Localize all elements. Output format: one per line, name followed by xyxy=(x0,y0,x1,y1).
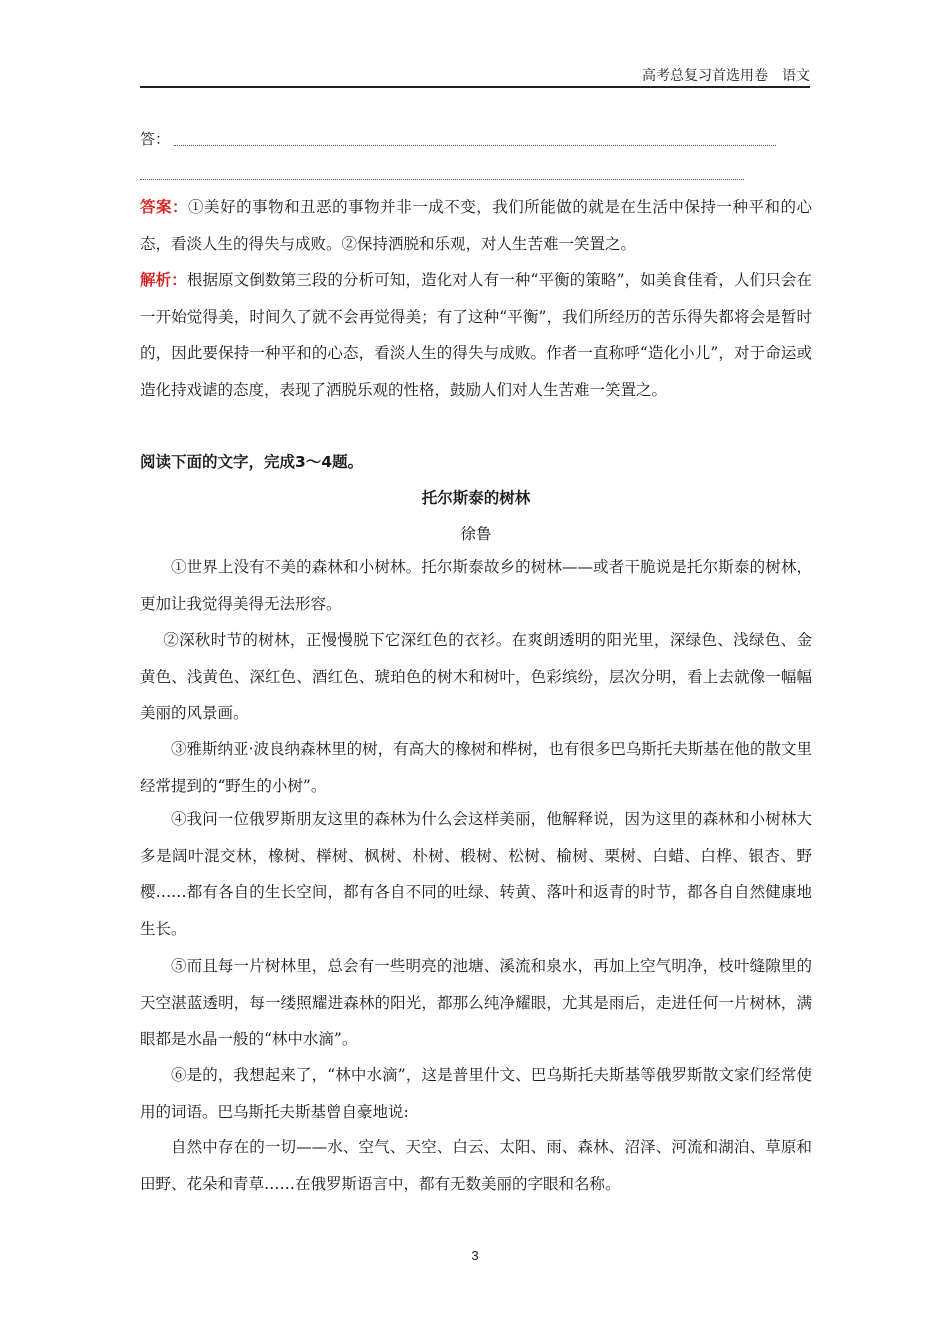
article-paragraph-1: ①世界上没有不美的森林和小树林。托尔斯泰故乡的树林——或者干脆说是托尔斯泰的树林，更加让我觉得美得无法形容。 xyxy=(140,558,812,613)
analysis-text: 根据原文倒数第三段的分析可知，造化对人有一种“平衡的策略”，如美食佳肴，人们只会在一开始觉得美，时间久了就不会再觉得美；有了这种“平衡”，我们所经历的苦乐得失都将会是暂时的，因此要保持一种平和的心态，看淡人生的得失与成败。作者一直称呼“造化小儿”，对于命运或造化持戏谑的态度，表现了洒脱乐观的性格，鼓励人们对人生苦难一笑置之。 xyxy=(140,271,812,399)
article-paragraph-3: ③雅斯纳亚·波良纳森林里的树，有高大的橡树和桦树，也有很多巴乌斯托夫斯基在他的散文里经常提到的“野生的小树”。 xyxy=(140,740,812,795)
article-paragraph-2: ②深秋时节的树林，正慢慢脱下它深红色的衣衫。在爽朗透明的阳光里，深绿色、浅绿色、金黄色、浅黄色、深红色、酒红色、琥珀色的树木和树叶，色彩缤纷，层次分明，看上去就像一幅幅美丽的风景画。 xyxy=(140,631,812,722)
article-author: 徐鲁 xyxy=(460,525,492,543)
page-header xyxy=(140,66,810,88)
analysis-paragraph xyxy=(140,262,812,408)
answer-label: 答案： xyxy=(140,198,189,216)
answer-line-1 xyxy=(174,145,776,146)
article-quote: 自然中存在的一切——水、空气、天空、白云、太阳、雨、森林、沼泽、河流和湖泊、草原和田野、花朵和青草……在俄罗斯语言中，都有无数美丽的字眼和名称。 xyxy=(140,1138,812,1193)
article-paragraph-5: ⑤而且每一片树林里，总会有一些明亮的池塘、溪流和泉水，再加上空气明净，枝叶缝隙里的天空湛蓝透明，每一缕照耀进森林的阳光，都那么纯净耀眼，尤其是雨后，走进任何一片树林，满眼都是水晶一般的“林中水滴”。 xyxy=(140,957,812,1048)
answer-line-2 xyxy=(140,179,744,180)
article-title: 托尔斯泰的树林 xyxy=(421,489,531,507)
header-text: 高考总复习首选用卷 语文 xyxy=(642,68,810,84)
answer-text: ①美好的事物和丑恶的事物并非一成不变，我们所能做的就是在生活中保持一种平和的心态，看淡人生的得失与成败。②保持洒脱和乐观，对人生苦难一笑置之。 xyxy=(140,198,812,253)
answer-paragraph xyxy=(140,189,812,262)
article-paragraph-6: ⑥是的，我想起来了，“林中水滴”，这是普里什文、巴乌斯托夫斯基等俄罗斯散文家们经常使用的词语。巴乌斯托夫斯基曾自豪地说: xyxy=(140,1066,812,1121)
analysis-label: 解析： xyxy=(140,271,187,289)
answer-prompt: 答： xyxy=(140,130,171,148)
reading-instruction: 阅读下面的文字，完成3～4题。 xyxy=(140,453,364,471)
page-number: 3 xyxy=(471,1248,479,1263)
article-paragraph-4: ④我问一位俄罗斯朋友这里的森林为什么会这样美丽，他解释说，因为这里的森林和小树林大多是阔叶混交林，橡树、榉树、枫树、朴树、椴树、松树、榆树、栗树、白蜡、白桦、银杏、野樱……都有各自的生长空间，都有各自不同的吐绿、转黄、落叶和返青的时节，都各自自然健康地生长。 xyxy=(140,810,812,938)
